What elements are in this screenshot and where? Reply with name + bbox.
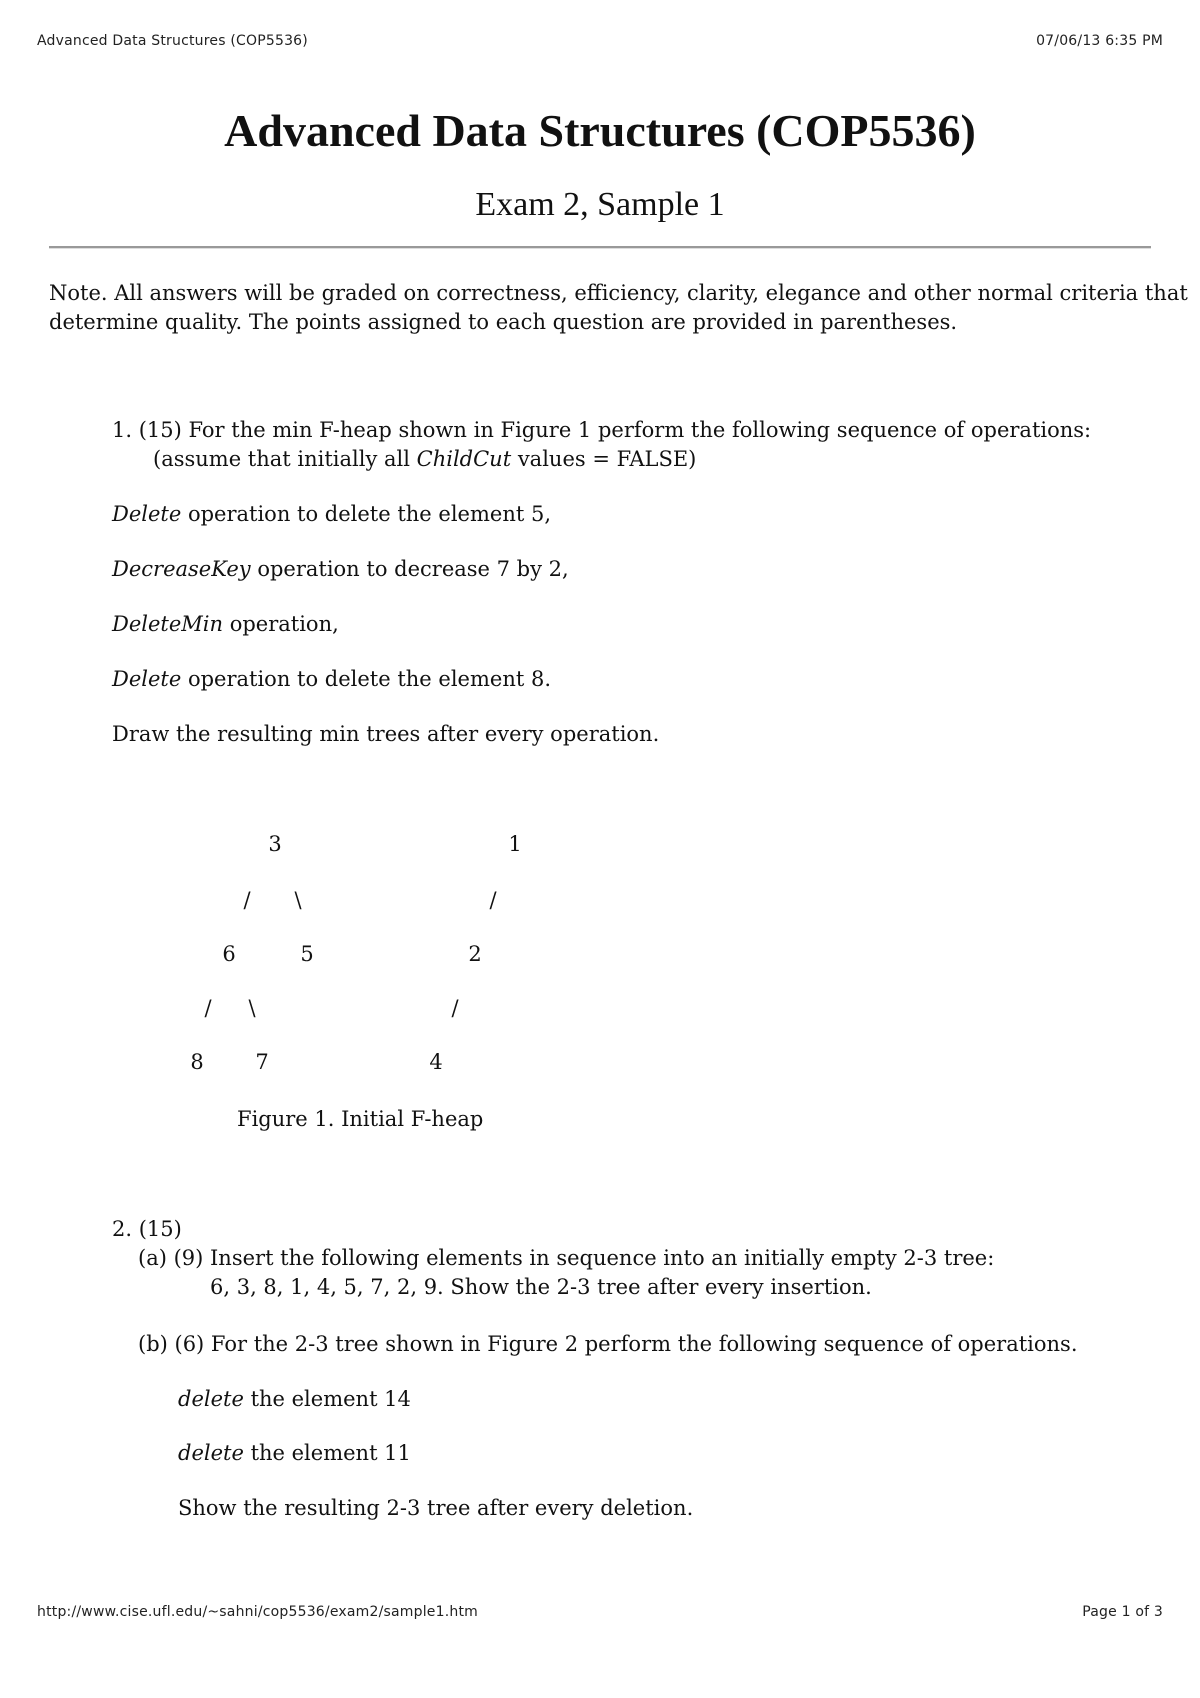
print-header-datetime: 07/06/13 6:35 PM: [1036, 33, 1163, 49]
q2-header: 2. (15): [112, 1217, 182, 1241]
heap-node: 3: [268, 832, 282, 856]
heap-node: 5: [300, 942, 314, 966]
q2-b-op-2-name: delete: [178, 1441, 244, 1465]
q1-line-1: 1. (15) For the min F-heap shown in Figure 1 perform the following sequence of operations:: [112, 418, 1092, 442]
heap-edge: \: [248, 996, 256, 1020]
page-title: Advanced Data Structures (COP5536): [224, 105, 976, 156]
q1-line2-post: values = FALSE): [511, 447, 697, 471]
figure-1-caption: Figure 1. Initial F-heap: [237, 1107, 484, 1131]
q2-b-op-1-name: delete: [178, 1387, 244, 1411]
q1-line2-pre: (assume that initially all: [153, 447, 417, 471]
q1-op-4: [112, 665, 551, 694]
heap-edge: /: [489, 888, 497, 912]
heap-edge: /: [204, 996, 212, 1020]
page-subtitle: Exam 2, Sample 1: [475, 186, 725, 223]
q1-op-1-text: operation to delete the element 5,: [181, 502, 551, 526]
heap-node: 1: [508, 832, 522, 856]
heap-node: 6: [222, 942, 236, 966]
q1-op-2-text: operation to decrease 7 by 2,: [250, 557, 569, 581]
print-footer-url: http://www.cise.ufl.edu/~sahni/cop5536/exam2/sample1.htm: [37, 1604, 478, 1620]
q1-op-1: [112, 500, 551, 529]
q1-op-3: [112, 610, 339, 639]
q1-op-2: [112, 555, 569, 584]
q2-b-op-1-text: the element 14: [243, 1387, 411, 1411]
q1-op-1-name: Delete: [112, 502, 182, 526]
heap-node: 7: [255, 1050, 269, 1074]
q2-b-op-2-text: the element 11: [243, 1441, 411, 1465]
q1-line-2: [153, 445, 696, 474]
q1-instruction: Draw the resulting min trees after every operation.: [112, 722, 660, 746]
horizontal-rule: [49, 246, 1151, 249]
q2-a-line-1: (a) (9) Insert the following elements in sequence into an initially empty 2-3 tree:: [138, 1246, 995, 1270]
q1-op-4-name: Delete: [112, 667, 182, 691]
q2-a-line-2: 6, 3, 8, 1, 4, 5, 7, 2, 9. Show the 2-3 tree after every insertion.: [210, 1275, 872, 1299]
q2-b-op-1: [178, 1385, 411, 1414]
q1-op-3-name: DeleteMin: [112, 612, 224, 636]
q1-op-3-text: operation,: [223, 612, 339, 636]
q1-op-4-text: operation to delete the element 8.: [181, 667, 551, 691]
q2-b-line-1: (b) (6) For the 2-3 tree shown in Figure 2 perform the following sequence of operations.: [138, 1332, 1078, 1356]
print-footer-page: Page 1 of 3: [1082, 1604, 1163, 1620]
note-line-2: determine quality. The points assigned to each question are provided in parentheses.: [49, 310, 958, 334]
q1-line2-childcut: ChildCut: [416, 447, 512, 471]
heap-node: 8: [190, 1050, 204, 1074]
note-line-1: Note. All answers will be graded on correctness, efficiency, clarity, elegance and other normal criteria that: [49, 281, 1188, 305]
q2-b-op-2: [178, 1439, 411, 1468]
q2-b-instruction: Show the resulting 2-3 tree after every deletion.: [178, 1496, 694, 1520]
q1-op-2-name: DecreaseKey: [112, 557, 251, 581]
print-header-title: Advanced Data Structures (COP5536): [37, 33, 308, 49]
heap-edge: /: [451, 996, 459, 1020]
heap-edge: \: [294, 888, 302, 912]
heap-node: 4: [429, 1050, 443, 1074]
heap-edge: /: [243, 888, 251, 912]
heap-node: 2: [468, 942, 482, 966]
